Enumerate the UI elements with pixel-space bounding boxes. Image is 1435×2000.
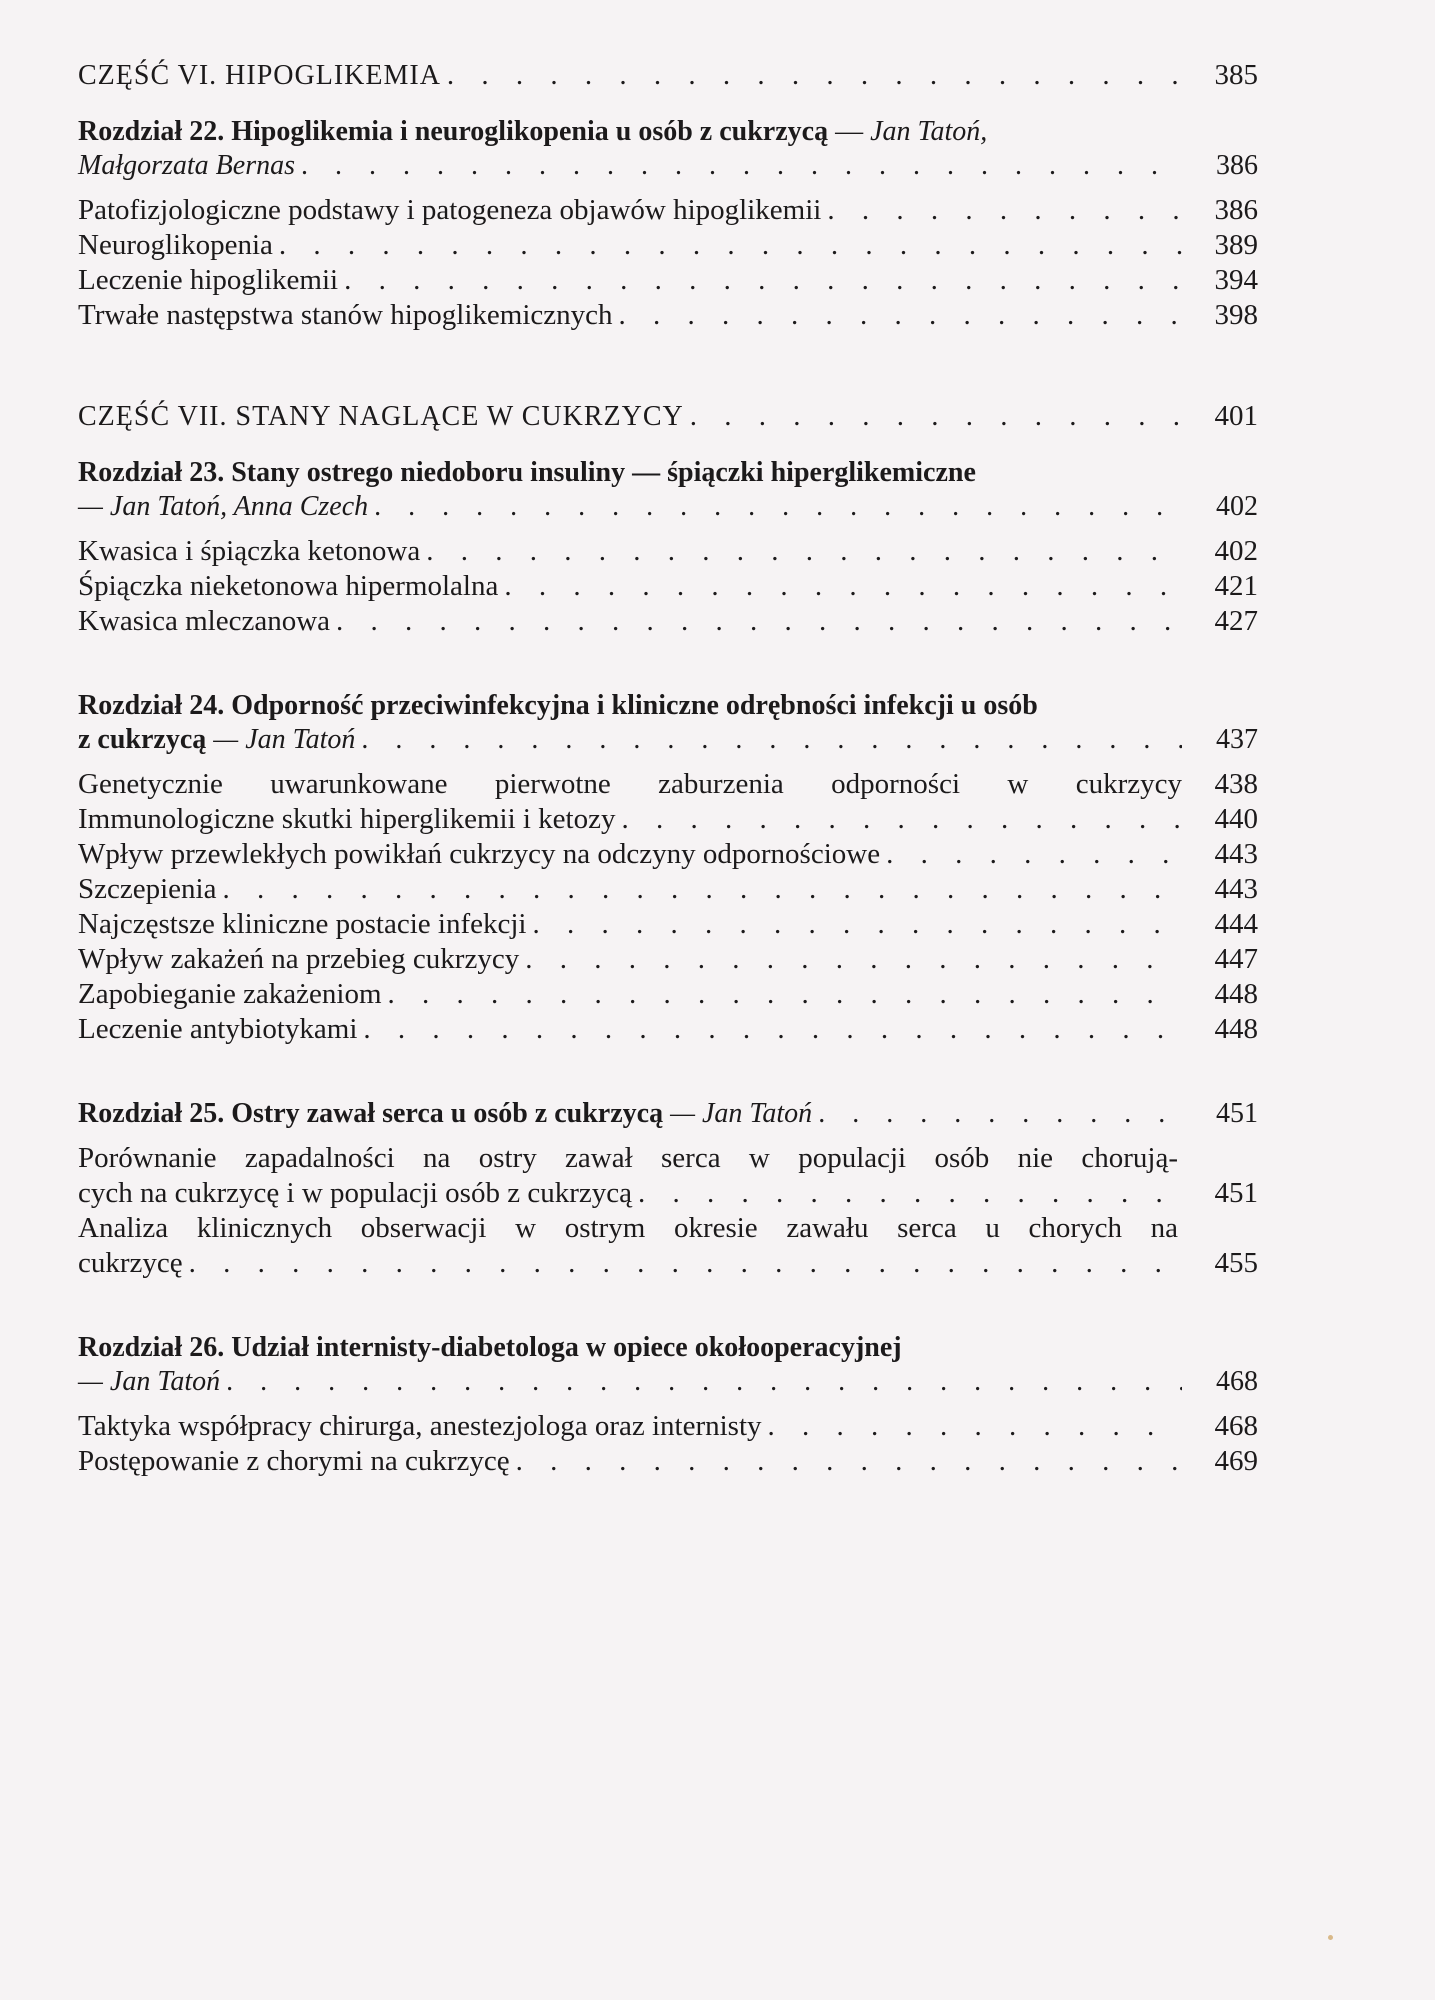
toc-sections-23 xyxy=(78,534,1258,639)
page-number: 443 xyxy=(1214,838,1258,870)
toc-section xyxy=(78,1211,1258,1281)
leader-dots xyxy=(388,977,1182,1012)
leader-dots xyxy=(344,263,1182,298)
page-number: 402 xyxy=(1216,491,1258,522)
leader-dots xyxy=(532,907,1182,942)
toc-section xyxy=(78,1012,1258,1047)
section-title: Neuroglikopenia xyxy=(78,229,273,261)
toc-chapter-24 xyxy=(78,689,1258,757)
toc-section xyxy=(78,767,1258,802)
page-number: 444 xyxy=(1214,908,1258,940)
toc-section xyxy=(78,977,1258,1012)
chapter-label: Rozdział 22. xyxy=(78,116,225,147)
page-number: 469 xyxy=(1214,1445,1258,1477)
leader-dots xyxy=(374,490,1182,524)
page-number: 386 xyxy=(1216,150,1258,181)
toc-part-7 xyxy=(78,399,1258,434)
paper-speck xyxy=(1328,1935,1333,1940)
toc-chapter-22: Rozdział 22. Hipoglikemia i neuroglikopenia u osób z cukrzycą — Jan Tatoń, Małgorzata Bernas . . . 386 xyxy=(78,115,1258,183)
page-number: 448 xyxy=(1214,978,1258,1010)
leader-dots xyxy=(301,149,1182,183)
chapter-label: Rozdział 26. xyxy=(78,1332,225,1363)
toc-section xyxy=(78,228,1258,263)
section-title: Taktyka współpracy chirurga, anestezjologa oraz internisty xyxy=(78,1410,762,1442)
leader-dots xyxy=(279,228,1182,263)
leader-dots xyxy=(525,942,1182,977)
section-title: Kwasica i śpiączka ketonowa xyxy=(78,535,421,567)
chapter-title: Ostry zawał serca u osób z cukrzycą xyxy=(231,1098,664,1129)
section-title: Trwałe następstwa stanów hipoglikemicznych xyxy=(78,299,613,331)
toc-sections-25 xyxy=(78,1141,1258,1281)
section-title: cukrzycę xyxy=(78,1247,183,1279)
chapter-title-continued: z cukrzycą xyxy=(78,724,207,755)
leader-dots xyxy=(336,604,1182,639)
toc-section xyxy=(78,569,1258,604)
toc-sections-26 xyxy=(78,1409,1258,1479)
page-number: 385 xyxy=(1214,59,1258,91)
toc-part-6 xyxy=(78,58,1258,93)
leader-dots xyxy=(619,298,1182,333)
page-number: 468 xyxy=(1214,1410,1258,1442)
chapter-label: Rozdział 23. xyxy=(78,457,225,488)
toc-section xyxy=(78,1409,1258,1444)
toc-section xyxy=(78,802,1258,837)
section-title: Kwasica mleczanowa xyxy=(78,605,331,637)
chapter-author: Małgorzata Bernas xyxy=(78,150,295,181)
page-number: 448 xyxy=(1214,1013,1258,1045)
toc-section xyxy=(78,907,1258,942)
chapter-title: Stany ostrego niedoboru insuliny — śpiączki hiperglikemiczne xyxy=(231,457,976,488)
chapter-title: Hipoglikemia i neuroglikopenia u osób z cukrzycą xyxy=(231,116,829,147)
section-title: Patofizjologiczne podstawy i patogeneza objawów hipoglikemii xyxy=(78,194,822,226)
leader-dots xyxy=(516,1444,1182,1479)
leader-dots xyxy=(638,1176,1182,1211)
chapter-label: Rozdział 25. xyxy=(78,1098,225,1129)
toc-section xyxy=(78,872,1258,907)
toc-section xyxy=(78,604,1258,639)
page-number: 455 xyxy=(1214,1247,1258,1279)
page-number: 437 xyxy=(1216,724,1258,755)
leader-dots xyxy=(226,1365,1182,1399)
leader-dots xyxy=(818,1097,1182,1131)
chapter-author: — Jan Tatoń xyxy=(670,1098,813,1129)
page-number: 451 xyxy=(1216,1098,1258,1129)
toc-section xyxy=(78,263,1258,298)
leader-dots xyxy=(827,193,1182,228)
toc-chapter-26 xyxy=(78,1331,1258,1399)
section-title: Leczenie hipoglikemii xyxy=(78,264,339,296)
toc-section xyxy=(78,837,1258,872)
page-number: 401 xyxy=(1214,400,1258,432)
leader-dots xyxy=(504,569,1182,604)
page-number: 421 xyxy=(1214,570,1258,602)
page-number: 451 xyxy=(1214,1177,1258,1209)
chapter-title: Odporność przeciwinfekcyjna i kliniczne odrębności infekcji u osób xyxy=(231,690,1038,721)
leader-dots xyxy=(886,837,1182,872)
part-title: CZĘŚĆ VI. HIPOGLIKEMIA xyxy=(78,60,441,91)
chapter-title: Udział internisty-diabetologa w opiece okołooperacyjnej xyxy=(231,1332,902,1363)
page-number: 398 xyxy=(1214,299,1258,331)
leader-dots xyxy=(361,723,1182,757)
section-title: cych na cukrzycę i w populacji osób z cukrzycą xyxy=(78,1177,632,1209)
leader-dots xyxy=(222,872,1182,907)
chapter-author: — Jan Tatoń xyxy=(213,724,356,755)
page-number: 440 xyxy=(1214,803,1258,835)
leader-dots xyxy=(690,399,1182,434)
section-title: Śpiączka nieketonowa hipermolalna xyxy=(78,570,499,602)
page-number: 438 xyxy=(1214,768,1258,800)
section-title: Najczęstsze kliniczne postacie infekcji xyxy=(78,908,527,940)
section-title: Wpływ zakażeń na przebieg cukrzycy xyxy=(78,943,520,975)
page-number: 402 xyxy=(1214,535,1258,567)
toc-section xyxy=(78,298,1258,333)
page-number: 394 xyxy=(1214,264,1258,296)
page-number: 386 xyxy=(1214,194,1258,226)
section-title: Szczepienia xyxy=(78,873,217,905)
page-number: 468 xyxy=(1216,1366,1258,1397)
page-number: 443 xyxy=(1214,873,1258,905)
toc-section xyxy=(78,942,1258,977)
section-title: Immunologiczne skutki hiperglikemii i ketozy xyxy=(78,803,616,835)
page-number: 427 xyxy=(1214,605,1258,637)
section-title: Leczenie antybiotykami xyxy=(78,1013,358,1045)
page-number: 447 xyxy=(1214,943,1258,975)
section-title: Zapobieganie zakażeniom xyxy=(78,978,382,1010)
table-of-contents xyxy=(78,58,1258,1479)
toc-section xyxy=(78,1141,1258,1211)
toc-chapter-23 xyxy=(78,456,1258,524)
leader-dots xyxy=(363,1012,1182,1047)
chapter-label: Rozdział 24. xyxy=(78,690,225,721)
chapter-author: — Jan Tatoń, Anna Czech xyxy=(78,491,369,522)
page-number: 389 xyxy=(1214,229,1258,261)
toc-sections-22 xyxy=(78,193,1258,333)
section-title-line: Analiza klinicznych obserwacji w ostrym okresie zawału serca u chorych na xyxy=(78,1212,1178,1244)
toc-section xyxy=(78,1444,1258,1479)
leader-dots xyxy=(189,1246,1182,1281)
leader-dots xyxy=(426,534,1182,569)
leader-dots xyxy=(621,802,1182,837)
leader-dots xyxy=(768,1409,1182,1444)
chapter-author: Jan Tatoń, xyxy=(870,116,988,147)
chapter-author: — Jan Tatoń xyxy=(78,1366,221,1397)
toc-section xyxy=(78,193,1258,228)
section-title: Genetycznie uwarunkowane pierwotne zaburzenia odporności w cukrzycy xyxy=(78,768,1182,800)
toc-chapter-25 xyxy=(78,1097,1258,1131)
part-title: CZĘŚĆ VII. STANY NAGLĄCE W CUKRZYCY xyxy=(78,401,684,432)
leader-dots xyxy=(447,58,1182,93)
section-title-line: Porównanie zapadalności na ostry zawał serca w populacji osób nie chorują- xyxy=(78,1142,1178,1174)
section-title: Wpływ przewlekłych powikłań cukrzycy na odczyny odpornościowe xyxy=(78,838,881,870)
toc-section xyxy=(78,534,1258,569)
section-title: Postępowanie z chorymi na cukrzycę xyxy=(78,1445,510,1477)
toc-sections-24 xyxy=(78,767,1258,1047)
